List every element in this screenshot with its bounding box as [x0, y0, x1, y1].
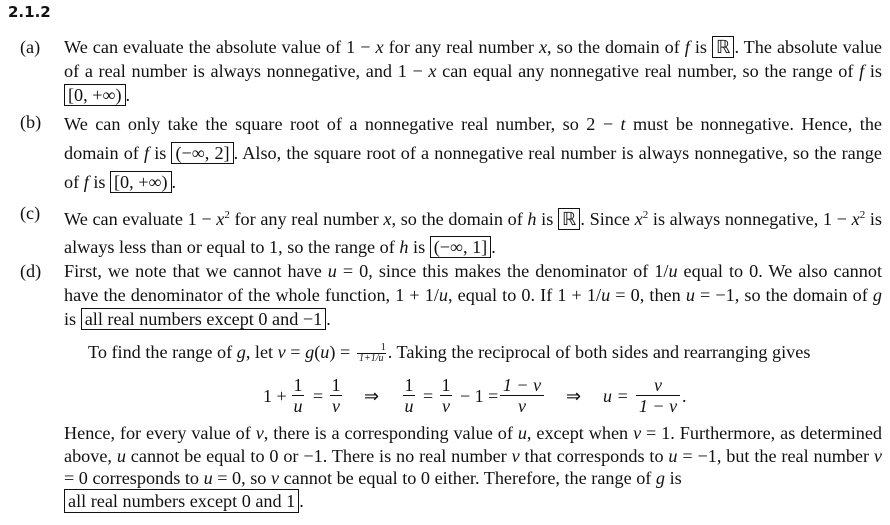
- part-d: [20, 259, 882, 331]
- part-b-body: We can only take the square root of a nonnegative real number, so 2 − t must be nonnegative. Hence, the domain of f is (−∞, 2] . Also, the square root of a nonnegative real number is always nonnegative, so the range of f is [0, +∞) .: [64, 114, 882, 192]
- part-b: [20, 110, 882, 197]
- fraction-1-over-v-2: 1 v: [441, 375, 451, 416]
- part-d-label: (d): [20, 261, 42, 281]
- part-d-paragraph-2-wrap: [20, 340, 882, 364]
- fraction-1-over-u-2: 1 u: [404, 375, 414, 416]
- answer-box-d-range: all real numbers except 0 and 1: [64, 489, 299, 513]
- part-c-body: We can evaluate $1 - x^2$ for any real number x, so the domain of h is ℝ . Since $x^2$ is always nonnegative, $1 - x^2$ is always less than or equal to 1, so the range of h is (−∞, 1] .: [64, 209, 882, 258]
- answer-box-b-domain: (−∞, 2]: [171, 142, 233, 164]
- section-number: 2.1.2: [8, 3, 51, 21]
- fraction-1-over-v: 1 v: [331, 375, 341, 416]
- fraction-1-minus-v-over-v: 1 − v v: [500, 376, 544, 415]
- fraction-1-over-u: 1 u: [293, 375, 303, 416]
- part-a: [20, 35, 882, 107]
- part-b-label: (b): [20, 112, 42, 132]
- answer-box-c-domain: ℝ: [558, 208, 580, 230]
- display-equation: 1 + 1 u = 1 v ⇒ 1 u = 1 v − 1 = 1 − v v ⇒ u = v 1 − v .: [263, 375, 687, 416]
- fraction-v-over-1-minus-v: v 1 − v: [636, 376, 680, 415]
- answer-box-c-range: (−∞, 1]: [430, 236, 492, 258]
- answer-box-d-domain: all real numbers except 0 and −1: [81, 308, 327, 330]
- part-d-body: [64, 259, 882, 331]
- part-d-paragraph-3-wrap: [20, 422, 882, 512]
- part-c: [20, 201, 882, 261]
- answer-box-a-range: [0, +∞): [64, 84, 126, 106]
- part-d-paragraph-3: Hence, for every value of v, there is a corresponding value of u, except when v = 1. Furthermore, as determined above, u cannot be equal to 0 or −1. There is no real number v that corresponds to u = −1, but the real number v = 0 corresponds to u = 0, so v cannot be equal to 0 either. Therefore, the range of g is all real numbers except 0 and 1 .: [64, 423, 883, 511]
- part-c-label: (c): [20, 203, 41, 223]
- implies-arrow-2: ⇒: [566, 386, 582, 406]
- inline-fraction: $\frac{1}{1+1/u}$: [357, 343, 386, 364]
- implies-arrow-1: ⇒: [364, 386, 380, 406]
- part-d-paragraph-2: To find the range of g, let $v = g(u) = \frac{1}{1+1/u}$ . Taking the reciprocal of both sides and rearranging gives: [88, 342, 811, 365]
- answer-box-b-range: [0, +∞): [110, 171, 172, 193]
- answer-box-a-domain: ℝ: [712, 36, 734, 58]
- part-a-label: (a): [20, 37, 41, 57]
- part-d-paragraph-1: First, we note that we cannot have u = 0, since this makes the denominator of 1/u equal to 0. We also cannot have the denominator of the whole function, 1 + 1/u, equal to 0. If 1 + 1/u = 0, then u = −1, so the domain of g is all real numbers except 0 and −1 .: [64, 261, 882, 329]
- part-a-body: We can evaluate the absolute value of 1 − x for any real number x, so the domain of f is ℝ . The absolute value of a real number is always nonnegative, and 1 − x can equal any nonnegative real number, so the range of f is [0, +∞) .: [64, 37, 883, 105]
